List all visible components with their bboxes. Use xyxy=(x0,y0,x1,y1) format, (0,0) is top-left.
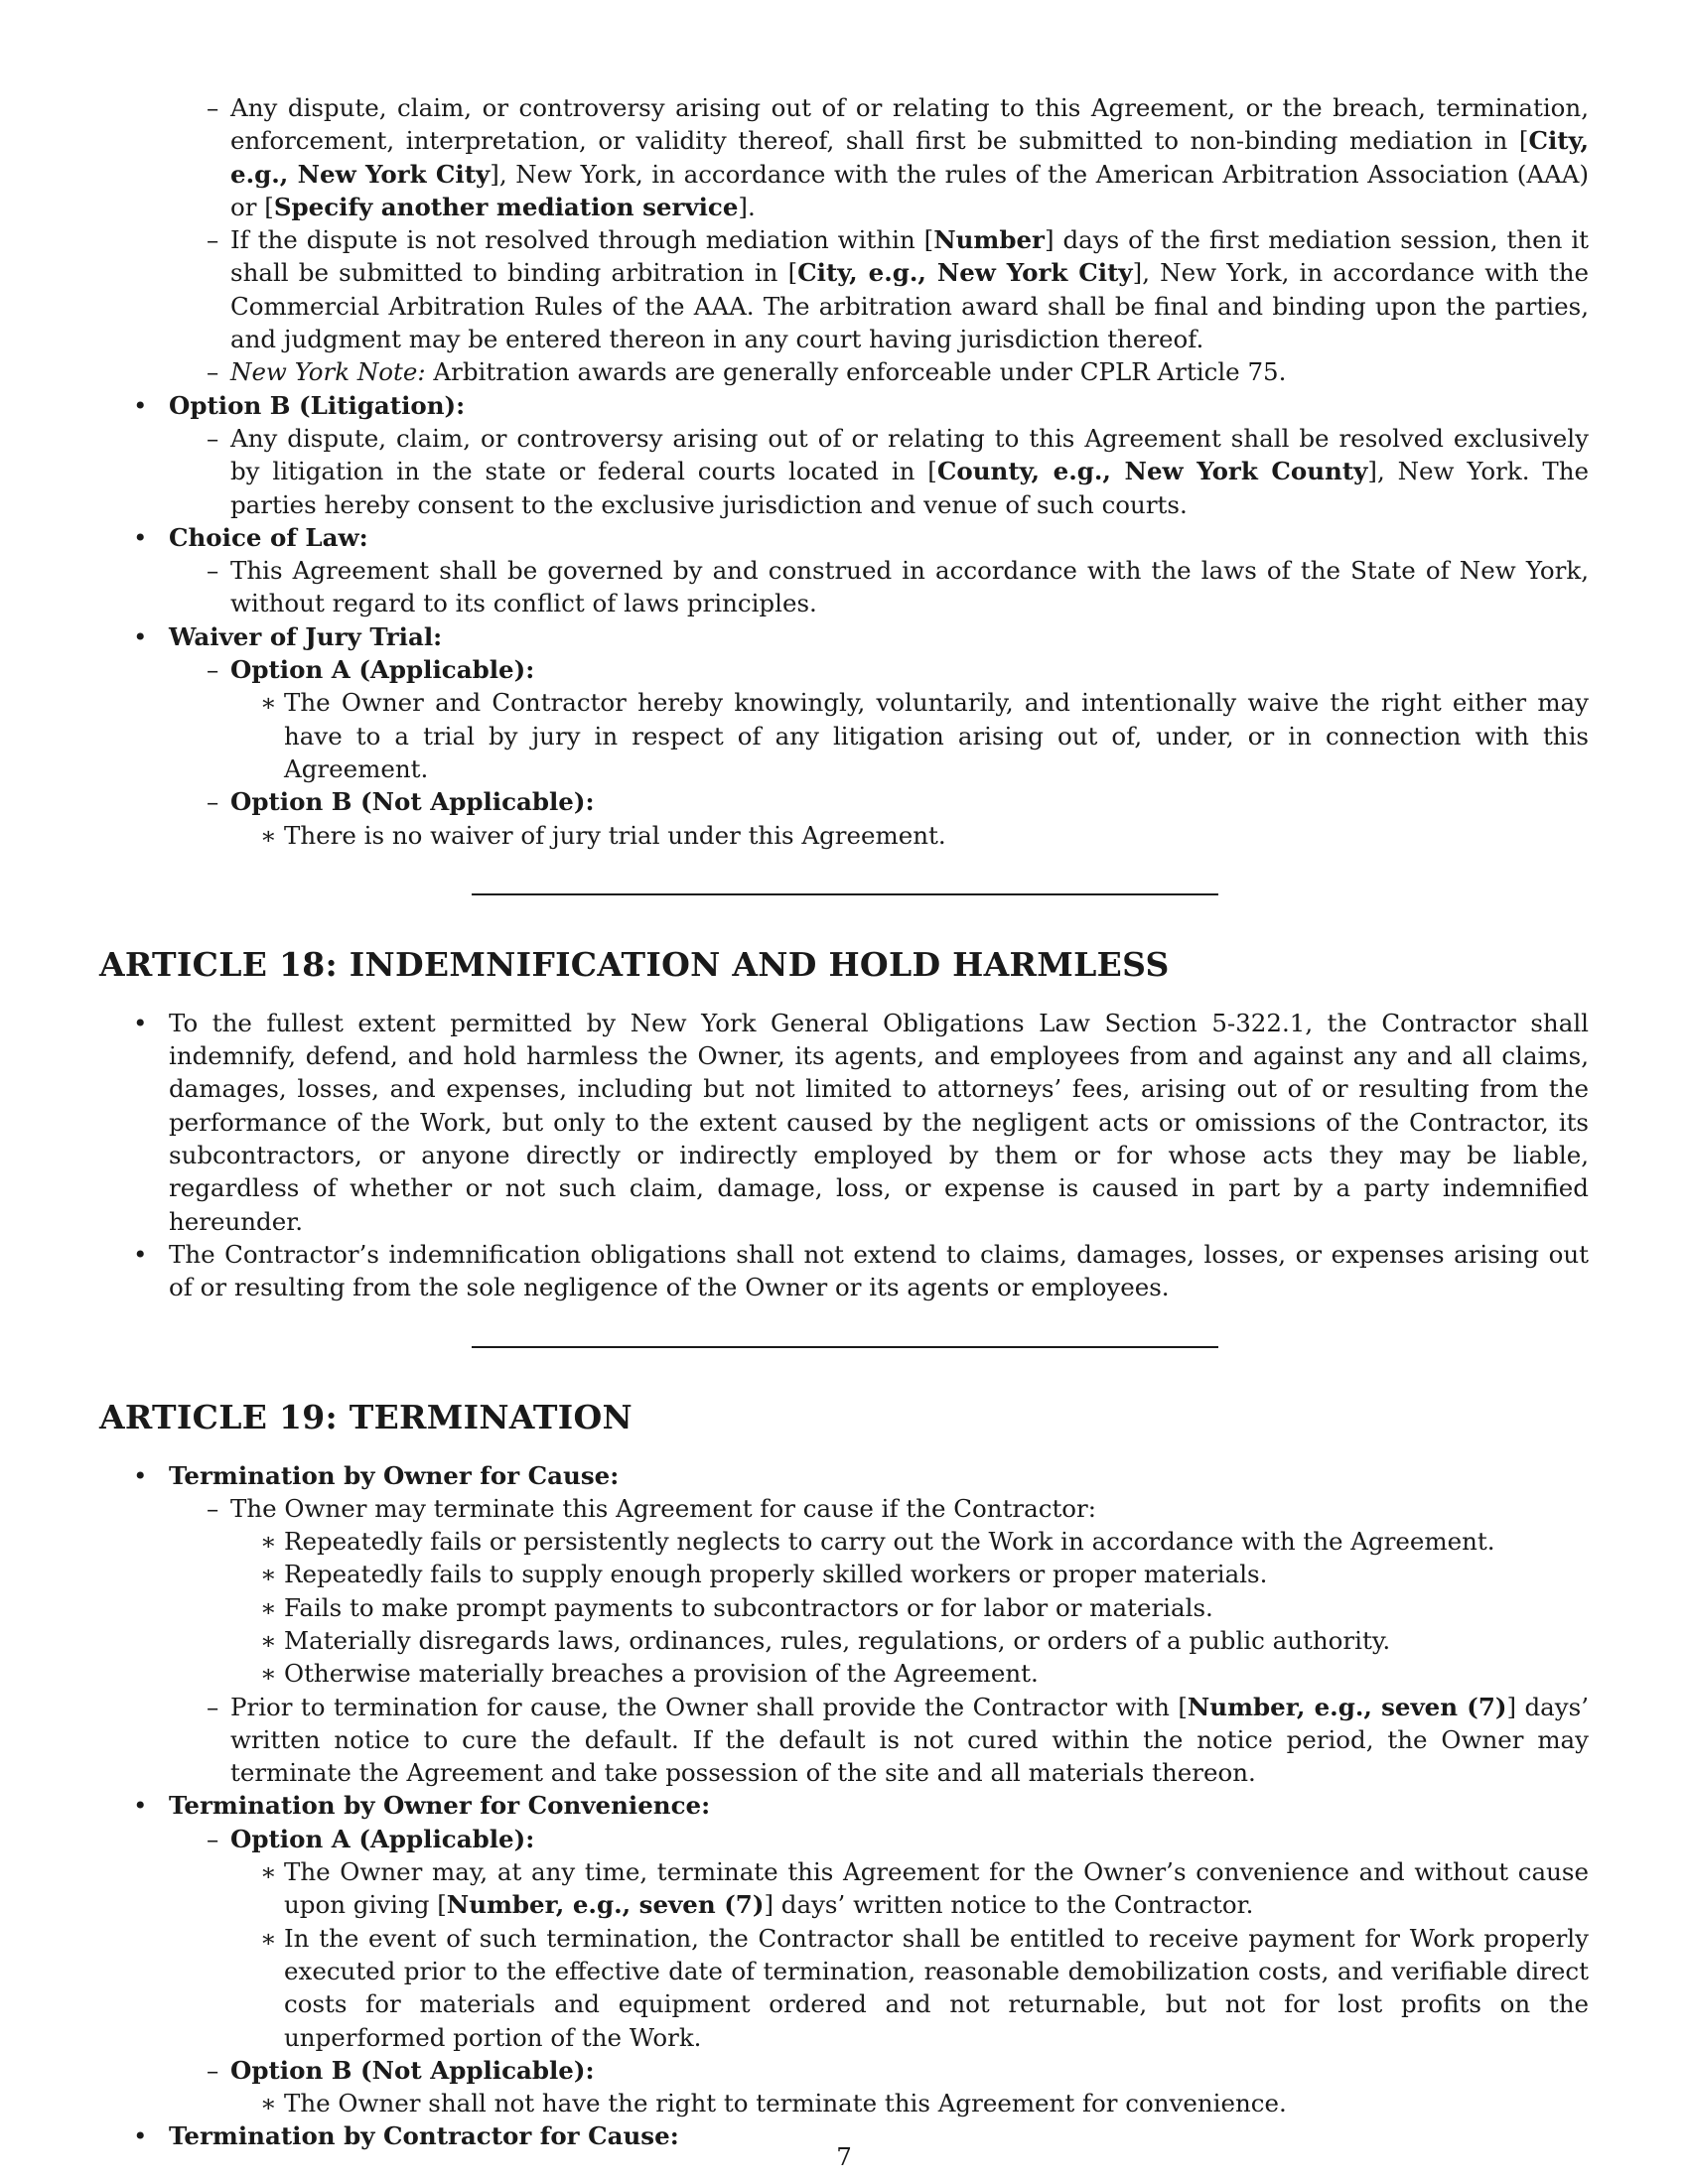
waiver-option-b-label: Option B (Not Applicable): xyxy=(230,787,595,817)
article-19-list: • Termination by Owner for Cause: – The Owner may terminate this Agreement for cause if the Contractor: ∗ Repeatedly fails or persistently neglects to carry out the Work in accordance with the Agreement. ∗ Repeatedly fails to supply enough properly skilled workers or proper materials. ∗ Fails to make prompt payments to subcontractors or for labor or materials. ∗ Materially disregards laws, ordinances, rules, regulations, or orders of a public authority. ∗ Otherwise materially breaches a provision of the Agreement. – Prior to termination for cause, the Owner shall provide the Contractor with [Number, e.g., seven (7)] days’ written notice to cure the default. If the default is not cured within the notice period, the Owner may terminate the Agreement and take possession of the site and all materials thereon. • Termination by Owner for Convenience: – Option A (Applicable): ∗ The Owner may, at any time, terminate this Agreement for the Owner’s convenience and without cause upon giving [Number, e.g., seven (7)] days’ written notice to the Contractor. ∗ In the event of such termination, the Contractor shall be entitled to receive payment for Work properly executed prior to the effective date of termination, reasonable demobilization costs, and verifiable direct costs for materials and equipment ordered and not returnable, but not for lost profits on the unperformed portion of the Work. – Option B (Not Applicable): ∗ The Owner shall not have the right to terminate this Agreement for convenience. • Termination by Contractor for Cause: xyxy=(133,1460,1589,2151)
section-divider xyxy=(472,1346,1218,1348)
article-18-title: ARTICLE 18: INDEMNIFICATION AND HOLD HARMLESS xyxy=(99,944,1170,984)
waiver-option-b-text: There is no waiver of jury trial under this Agreement. xyxy=(284,820,946,850)
article-18-list: • To the fullest extent permitted by New York General Obligations Law Section 5-322.1, the Contractor shall indemnify, defend, and hold harmless the Owner, its agents, and employees from and against any and all claims, damages, losses, and expenses, including but not limited to attorneys’ fees, arising out of or resulting from the performance of the Work, but only to the extent caused by the negligent acts or omissions of the Contractor, its subcontractors, or anyone directly or indirectly employed by them or for whose acts they may be liable, regardless of whether or not such claim, damage, loss, or expense is caused in part by a party indemnified hereunder. • The Contractor’s indemnification obligations shall not extend to claims, damages, losses, or expenses arising out of or resulting from the sole negligence of the Owner or its agents or employees. xyxy=(99,1007,1589,1304)
mediation-list: – Any dispute, claim, or controversy arising out of or relating to this Agreement, or the breach, termination, enforcement, interpretation, or validity thereof, shall first be submitted to non-binding mediation in [City, e.g., New York City], New York, in accordance with the rules of the American Arbitration Association (AAA) or [Specify another mediation service]. – If the dispute is not resolved through mediation within [Number] days of the first mediation session, then it shall be submitted to binding arbitration in [City, e.g., New York City], New York, in accordance with the Commercial Arbitration Rules of the AAA. The arbitration award shall be final and binding upon the parties, and judgment may be entered thereon in any court having jurisdiction thereof. – New York Note: Arbitration awards are generally enforceable under CPLR Article 75. xyxy=(169,91,1589,389)
section-divider xyxy=(472,893,1218,895)
cause-reason: Fails to make prompt payments to subcontractors or for labor or materials. xyxy=(284,1592,1213,1622)
waiver-jury-label: Waiver of Jury Trial: xyxy=(169,621,443,651)
choice-of-law-label: Choice of Law: xyxy=(169,522,368,552)
cause-reason: Otherwise materially breaches a provision of the Agreement. xyxy=(284,1659,1039,1689)
choice-of-law-clause: This Agreement shall be governed by and construed in accordance with the laws of the State of New York, without regard to its conflict of laws principles. xyxy=(230,556,1589,618)
dispute-options-list: • Option B (Litigation): – Any dispute, claim, or controversy arising out of or relating to this Agreement shall be resolved exclusively by litigation in the state or federal courts located in [County, e.g., New York County], New York. The parties hereby consent to the exclusive jurisdiction and venue of such courts. • Choice of Law: – This Agreement shall be governed by and construed in accordance with the laws of the State of New York, without regard to its conflict of laws principles. • Waiver of Jury Trial: – Option A (Applicable): ∗ The Owner and Contractor hereby knowingly, voluntarily, and intentionally waive the right either may have to a trial by jury in respect of any litigation arising out of, under, or in connection with this Agreement. – Option B (Not Applicable): ∗ There is no waiver of jury trial under this Agreement. xyxy=(99,389,1589,852)
litigation-clause: Any dispute, claim, or controversy arising out of or relating to this Agreement shall be resolved exclusively by litigation in the state or federal courts located in [County, e.g., New York County], New York. The parties hereby consent to the exclusive jurisdiction and venue of such courts. xyxy=(230,423,1589,519)
convenience-option-b-text: The Owner shall not have the right to terminate this Agreement for convenience. xyxy=(284,2089,1287,2118)
indemnification-clause: To the fullest extent permitted by New York General Obligations Law Section 5-322.1, the Contractor shall indemnify, defend, and hold harmless the Owner, its agents, and employees from and against any and all claims, damages, losses, and expenses, including but not limited to attorneys’ fees, arising out of or resulting from the performance of the Work, but only to the extent caused by the negligent acts or omissions of the Contractor, its subcontractors, or anyone directly or indirectly employed by them or for whose acts they may be liable, regardless of whether or not such claim, damage, loss, or expense is caused in part by a party indemnified hereunder. xyxy=(169,1008,1589,1236)
waiver-option-a-text: The Owner and Contractor hereby knowingly, voluntarily, and intentionally waive the right either may have to a trial by jury in respect of any litigation arising out of, under, or in connection with this Agreement. xyxy=(284,688,1589,783)
cure-notice-clause: Prior to termination for cause, the Owner shall provide the Contractor with [Number, e.g., seven (7)] days’ written notice to cure the default. If the default is not cured within the notice period, the Owner may terminate the Agreement and take possession of the site and all materials thereon. xyxy=(230,1692,1589,1788)
document-page xyxy=(99,91,1589,2153)
contractor-cause-label: Termination by Contractor for Cause: xyxy=(169,2121,679,2151)
convenience-option-a-label: Option A (Applicable): xyxy=(230,1824,535,1853)
page-number: 7 xyxy=(836,2142,852,2171)
convenience-payment-clause: In the event of such termination, the Contractor shall be entitled to receive payment for Work properly executed prior to the effective date of termination, reasonable demobilization costs, and verifiable direct costs for materials and equipment ordered and not returnable, but not for lost profits on the unperformed portion of the Work. xyxy=(284,1923,1589,2052)
option-b-litigation-label: Option B (Litigation): xyxy=(169,390,466,420)
new-york-note: New York Note: Arbitration awards are generally enforceable under CPLR Article 75. xyxy=(230,357,1287,387)
convenience-option-b-label: Option B (Not Applicable): xyxy=(230,2055,595,2085)
owner-cause-intro: The Owner may terminate this Agreement for cause if the Contractor: xyxy=(230,1493,1097,1523)
waiver-option-a-label: Option A (Applicable): xyxy=(230,655,535,685)
cause-reason: Repeatedly fails to supply enough properly skilled workers or proper materials. xyxy=(284,1560,1268,1589)
owner-cause-label: Termination by Owner for Cause: xyxy=(169,1460,620,1490)
cause-reason: Materially disregards laws, ordinances, rules, regulations, or orders of a public authority. xyxy=(284,1625,1391,1655)
owner-convenience-label: Termination by Owner for Convenience: xyxy=(169,1791,711,1821)
cause-reason: Repeatedly fails or persistently neglects to carry out the Work in accordance with the Agreement. xyxy=(284,1527,1495,1557)
indemnification-limit-clause: The Contractor’s indemnification obligations shall not extend to claims, damages, losses, or expenses arising out of or resulting from the sole negligence of the Owner or its agents or employees. xyxy=(169,1239,1589,1302)
arbitration-clause: If the dispute is not resolved through mediation within [Number] days of the first mediation session, then it shall be submitted to binding arbitration in [City, e.g., New York City], New York, in accordance with the Commercial Arbitration Rules of the AAA. The arbitration award shall be final and binding upon the parties, and judgment may be entered thereon in any court having jurisdiction thereof. xyxy=(230,225,1589,354)
convenience-notice-clause: The Owner may, at any time, terminate this Agreement for the Owner’s convenience and without cause upon giving [Number, e.g., seven (7)] days’ written notice to the Contractor. xyxy=(284,1857,1589,1920)
article-19-title: ARTICLE 19: TERMINATION xyxy=(99,1397,633,1436)
mediation-clause: Any dispute, claim, or controversy arising out of or relating to this Agreement, or the breach, termination, enforcement, interpretation, or validity thereof, shall first be submitted to non-binding mediation in [City, e.g., New York City], New York, in accordance with the rules of the American Arbitration Association (AAA) or [Specify another mediation service]. xyxy=(230,93,1589,221)
